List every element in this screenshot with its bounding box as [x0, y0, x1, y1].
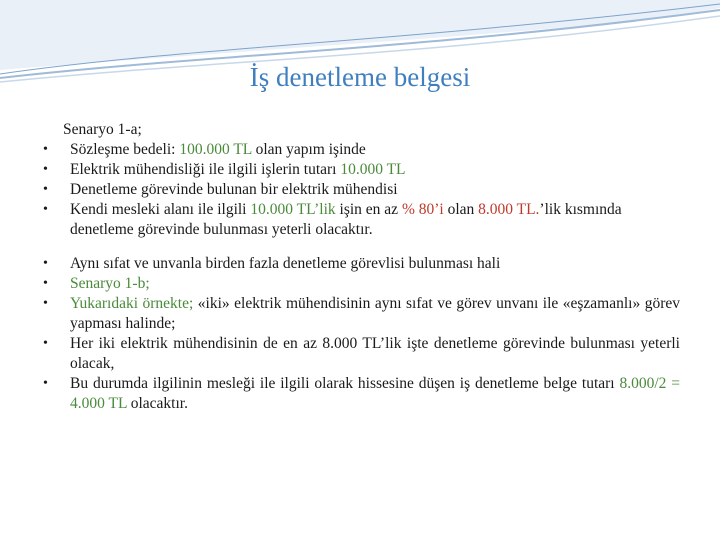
- slide-body: [40, 120, 680, 414]
- slide-title: İş denetleme belgesi: [249, 62, 471, 92]
- bullet-text-segment: 8.000 TL.: [478, 201, 540, 218]
- bullet-text-segment: Elektrik mühendisliği ile ilgili işlerin tutarı: [70, 161, 341, 178]
- bullet-item: [40, 274, 680, 294]
- bullet-text-segment: 10.000 TL’lik: [250, 201, 336, 218]
- scenario-heading: Senaryo 1-a;: [63, 121, 142, 138]
- bullet-list-scenario-1a: [40, 140, 680, 240]
- bullet-text-segment: 100.000 TL: [179, 141, 252, 158]
- bullet-item: [40, 140, 680, 160]
- bullet-text-segment: Bu durumda ilgilinin mesleği ile ilgili olarak hissesine düşen iş denetleme belge tutarı: [70, 375, 620, 392]
- bullet-text-segment: işin en az: [335, 201, 402, 218]
- bullet-text-segment: 8.000/2 = 4.000 TL: [70, 375, 680, 412]
- bullet-item: [40, 254, 680, 274]
- bullet-text-segment: Sözleşme bedeli:: [70, 141, 180, 158]
- bullet-text-segment: 10.000 TL: [340, 161, 406, 178]
- bullet-item: [40, 294, 680, 334]
- bullet-text-segment: Yukarıdaki örnekte;: [70, 295, 194, 312]
- bullet-text-segment: Senaryo 1-b;: [70, 275, 150, 292]
- bullet-text-segment: olan yapım işinde: [251, 141, 366, 158]
- bullet-text-segment: % 80’i: [401, 201, 444, 218]
- bullet-item: [40, 180, 680, 200]
- bullet-item: [40, 334, 680, 374]
- bullet-text-segment: «iki» elektrik mühendisinin aynı sıfat ve görev unvanı ile «eşzamanlı» görev yapması halinde;: [70, 295, 681, 332]
- bullet-text-segment: Aynı sıfat ve unvanla birden fazla denetleme görevlisi bulunması hali: [70, 255, 501, 272]
- bullet-item: [40, 200, 680, 240]
- bullet-item: [40, 160, 680, 180]
- bullet-item: [40, 374, 680, 414]
- bullet-text-segment: Her iki elektrik mühendisinin de en az 8.000 TL’lik işte denetleme görevinde bulunması yeterli olacak,: [70, 335, 680, 372]
- bullet-text-segment: olan: [443, 201, 479, 218]
- bullet-list-scenario-1b: [40, 254, 680, 414]
- bullet-text-segment: olacaktır.: [126, 395, 188, 412]
- bullet-text-segment: Denetleme görevinde bulunan bir elektrik mühendisi: [70, 181, 398, 198]
- bullet-text-segment: Kendi mesleki alanı ile ilgili: [70, 201, 251, 218]
- bullet-text-segment: ’lik kısmında denetleme görevinde bulunması yeterli olacaktır.: [70, 201, 622, 238]
